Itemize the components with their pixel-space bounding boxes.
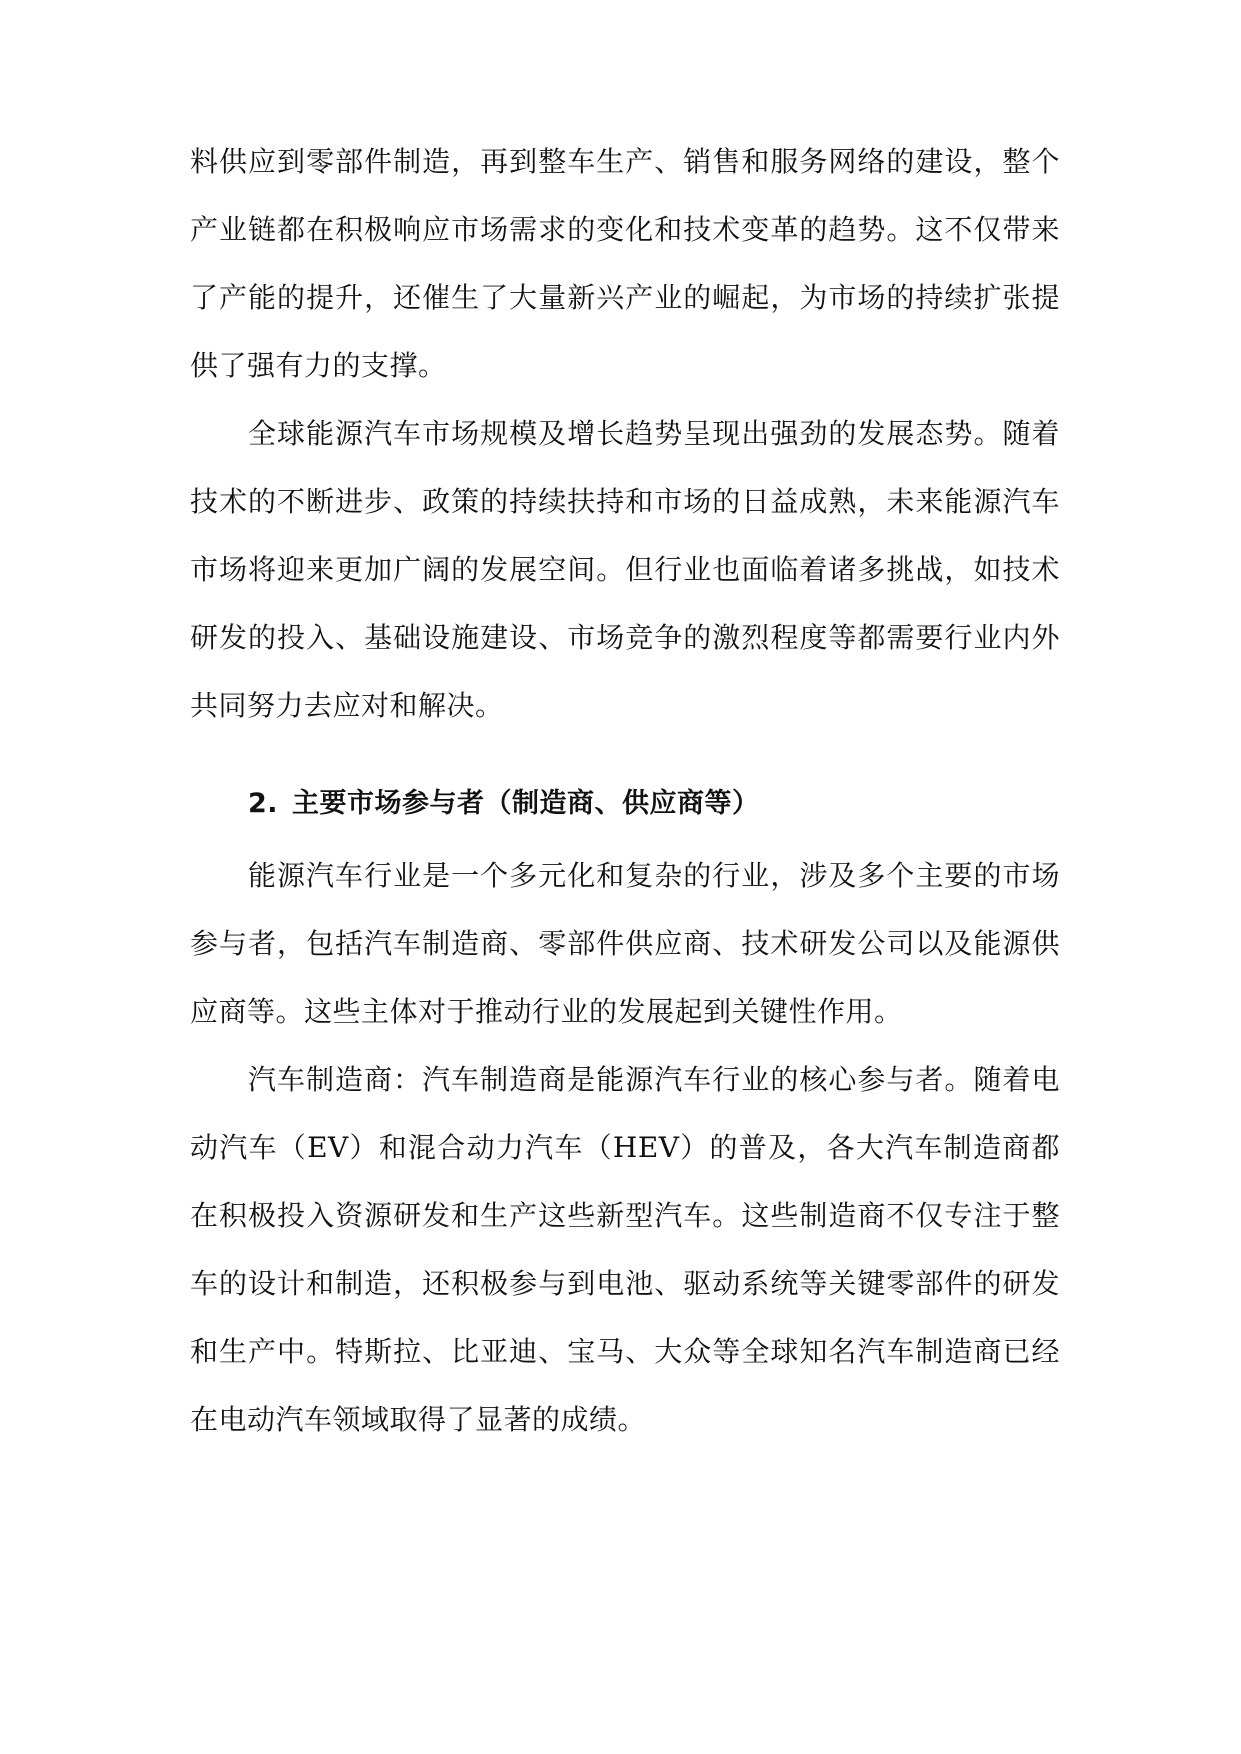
section-heading — [190, 770, 1060, 838]
paragraph-industry-chain: 料供应到零部件制造，再到整车生产、销售和服务网络的建设，整个产业链都在积极响应市场需求的变化和技术变革的趋势。这不仅带来了产能的提升，还催生了大量新兴产业的崛起，为市场的持续扩张提供了强有力的支撑。 — [190, 145, 1060, 382]
section-title: 主要市场参与者（制造商、供应商等） — [292, 788, 760, 819]
document-body — [190, 128, 1060, 1454]
section-number: 2. — [248, 788, 279, 819]
paragraph-automakers: 汽车制造商：汽车制造商是能源汽车行业的核心参与者。随着电动汽车（EV）和混合动力汽车（HEV）的普及，各大汽车制造商都在积极投入资源研发和生产这些新型汽车。这些制造商不仅专注于整车的设计和制造，还积极参与到电池、驱动系统等关键零部件的研发和生产中。特斯拉、比亚迪、宝马、大众等全球知名汽车制造商已经在电动汽车领域取得了显著的成绩。 — [190, 1063, 1060, 1436]
paragraph-market-participants: 能源汽车行业是一个多元化和复杂的行业，涉及多个主要的市场参与者，包括汽车制造商、零部件供应商、技术研发公司以及能源供应商等。这些主体对于推动行业的发展起到关键性作用。 — [190, 859, 1060, 1028]
paragraph-market-trend: 全球能源汽车市场规模及增长趋势呈现出强劲的发展态势。随着技术的不断进步、政策的持续扶持和市场的日益成熟，未来能源汽车市场将迎来更加广阔的发展空间。但行业也面临着诸多挑战，如技术研发的投入、基础设施建设、市场竞争的激烈程度等都需要行业内外共同努力去应对和解决。 — [190, 417, 1060, 722]
